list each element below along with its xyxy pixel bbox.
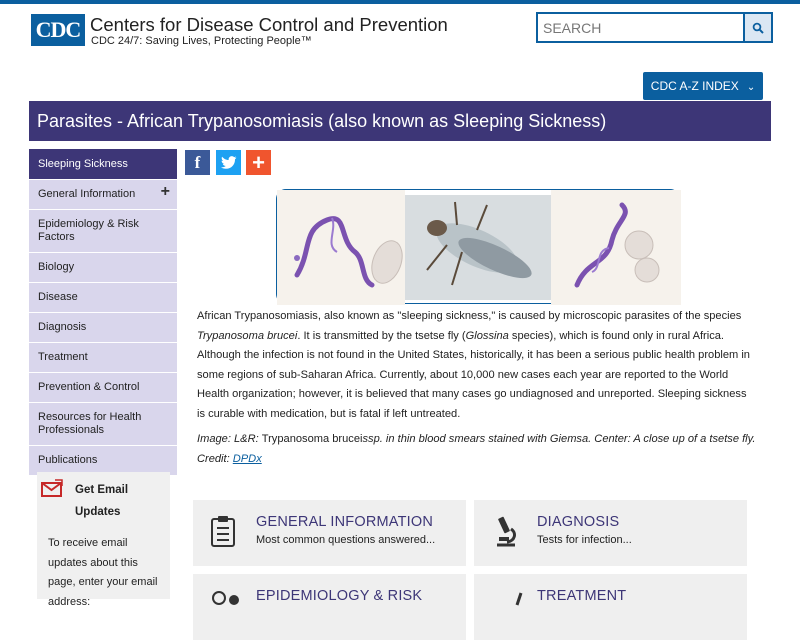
species-name: Trypanosoma brucei (197, 329, 298, 342)
az-index-button[interactable] (643, 72, 763, 100)
card-title: GENERAL INFORMATION (256, 514, 434, 530)
page-title-bar (29, 101, 771, 141)
sidebar-item-resources[interactable] (29, 402, 177, 445)
sidebar-item-general-information[interactable] (29, 179, 177, 209)
intro-paragraph (197, 307, 757, 424)
sidebar-item-label: Resources for Health Professionals (38, 411, 142, 436)
image-caption (197, 430, 757, 469)
email-signup-title[interactable]: Get Email Updates (75, 484, 129, 518)
sidebar-item-label: Publications (38, 454, 98, 466)
sidebar-nav (29, 149, 177, 475)
caption-text-1: Image: L&R: (197, 433, 262, 445)
sidebar-item-publications[interactable] (29, 445, 177, 475)
top-accent-bar (0, 0, 800, 4)
sidebar-item-treatment[interactable] (29, 342, 177, 372)
search-input[interactable] (538, 14, 743, 41)
caption-species: Trypanosoma brucei (261, 433, 363, 445)
parasite-image-strip (276, 189, 680, 304)
search-box (536, 12, 773, 43)
genus-name: Glossina (465, 329, 509, 342)
clipboard-icon (210, 515, 236, 547)
cdc-logo[interactable]: CDC (31, 14, 85, 46)
intro-text-2: . It is transmitted by the tsetse fly ( (297, 329, 466, 342)
facebook-icon: f (194, 152, 201, 172)
card-general-information[interactable] (193, 500, 466, 566)
expand-plus-icon[interactable]: + (160, 183, 170, 200)
chevron-down-icon: ⌄ (746, 82, 756, 93)
microscope-icon (491, 515, 519, 547)
tagline: CDC 24/7: Saving Lives, Protecting People™ (91, 35, 312, 47)
card-title: DIAGNOSIS (537, 514, 620, 530)
sidebar-item-label: Prevention & Control (38, 381, 140, 393)
sidebar-item-disease[interactable] (29, 282, 177, 312)
addthis-share-button[interactable] (246, 150, 271, 175)
org-name[interactable]: Centers for Disease Control and Prevention (90, 14, 448, 35)
sidebar-item-epidemiology[interactable] (29, 209, 177, 252)
page-title: Parasites - African Trypanosomiasis (also known as Sleeping Sickness) (37, 111, 607, 131)
search-button[interactable] (743, 14, 771, 41)
sidebar-item-label: Biology (38, 261, 75, 273)
caption-text-2: ssp. in thin blood smears stained with Giemsa. Center: A close up of a tsetse fly. Credit: (197, 433, 756, 465)
people-icon (210, 589, 242, 621)
twitter-icon (221, 156, 237, 170)
sidebar-item-label: Diagnosis (38, 321, 87, 333)
dpdx-link[interactable]: DPDx (232, 452, 262, 465)
card-epidemiology[interactable] (193, 574, 466, 640)
trypanosome-tsetse-illustration (277, 190, 681, 305)
sidebar-item-diagnosis[interactable] (29, 312, 177, 342)
sidebar-heading[interactable]: Sleeping Sickness (29, 149, 177, 179)
search-icon (752, 22, 764, 34)
intro-text-3: species), which is found only in rural Africa. Although the infection is not found in the United States, historically, it has been a serious public health problem in some regions of sub-Saharan Africa. Currently, about 10,000 new cases each year are reported to the World Health organization; however, it is believed that many cases go undiagnosed and unreported. Sleeping sickness is curable with medication, but is fatal if left untreated. (197, 329, 750, 420)
intro-text-1: African Trypanosomiasis, also known as "sleeping sickness," is caused by microscopic parasites of the species (197, 310, 742, 322)
card-treatment[interactable] (474, 574, 747, 640)
az-index-label: CDC A-Z INDEX (650, 79, 739, 93)
twitter-share-button[interactable] (216, 150, 241, 175)
sidebar-item-label: General Information (38, 188, 136, 200)
plus-icon: + (252, 149, 265, 175)
email-signup-box (37, 472, 170, 608)
sidebar-item-biology[interactable] (29, 252, 177, 282)
syringe-icon (491, 589, 523, 621)
card-title: TREATMENT (537, 588, 627, 604)
envelope-icon (41, 478, 63, 500)
sidebar-item-label: Epidemiology & Risk Factors (38, 218, 139, 243)
card-diagnosis[interactable] (474, 500, 747, 566)
facebook-share-button[interactable] (185, 150, 210, 175)
email-signup-text: To receive email updates about this page, enter your email address: (48, 537, 158, 608)
sidebar-item-label: Treatment (38, 351, 88, 363)
card-subtitle: Tests for infection... (537, 534, 632, 546)
sidebar-item-prevention[interactable] (29, 372, 177, 402)
card-title: EPIDEMIOLOGY & RISK (256, 588, 423, 604)
sidebar-item-label: Disease (38, 291, 78, 303)
card-subtitle: Most common questions answered... (256, 534, 436, 546)
